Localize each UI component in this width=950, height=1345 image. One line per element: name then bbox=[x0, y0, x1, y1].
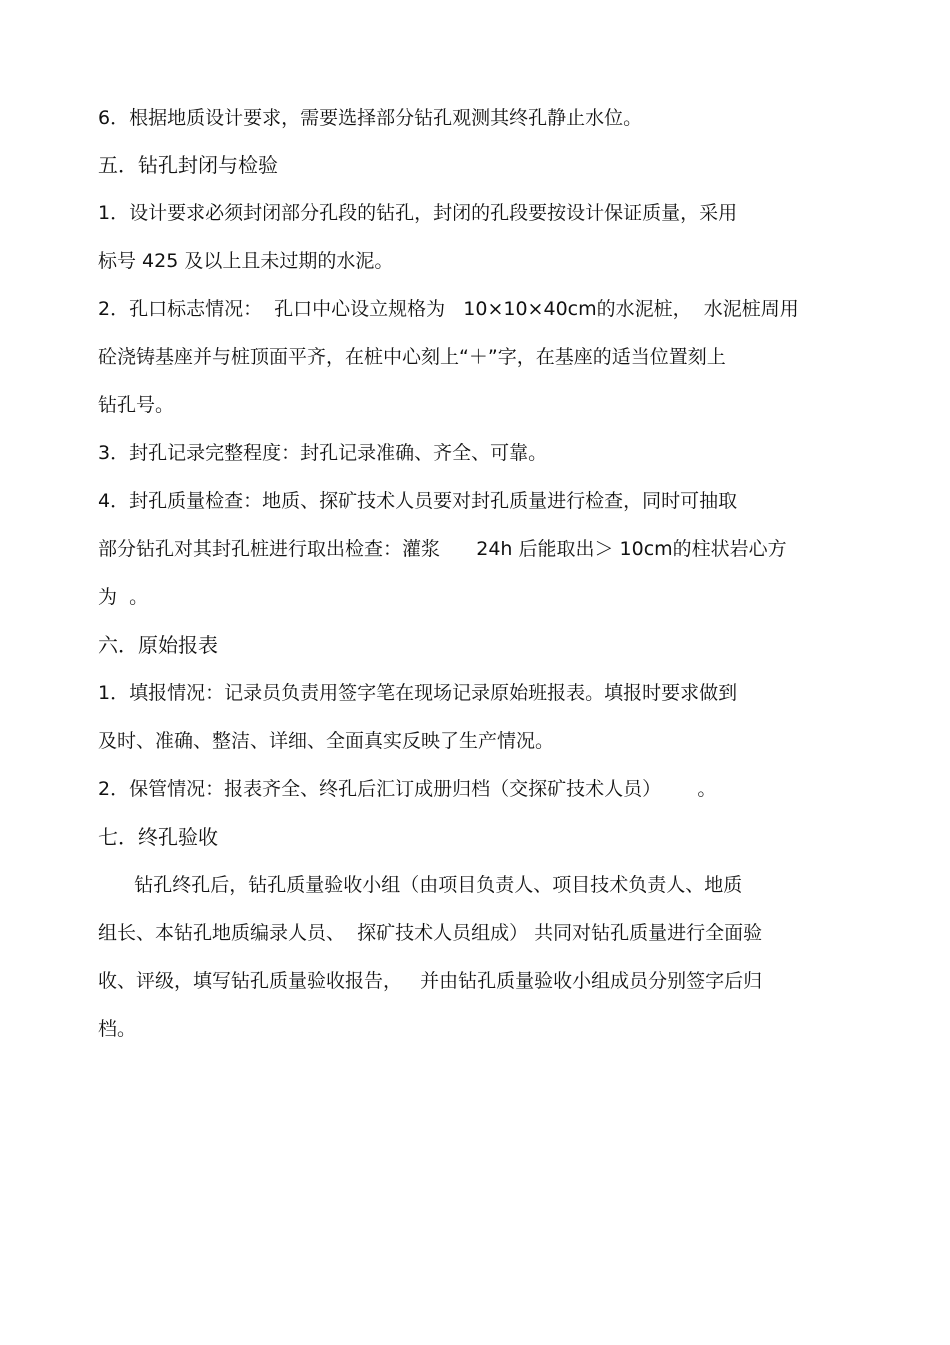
paragraph-line-15: 组长、本钻孔地质编录人员、 探矿技术人员组成） 共同对钻孔质量进行全面验 bbox=[98, 922, 763, 944]
section-heading-6: 六．原始报表 bbox=[98, 633, 218, 657]
paragraph-line-8: 4．封孔质量检查：地质、探矿技术人员要对封孔质量进行检查，同时可抽取 bbox=[98, 490, 738, 512]
section-heading-7: 七．终孔验收 bbox=[98, 825, 218, 849]
paragraph-line-17: 档。 bbox=[98, 1018, 137, 1040]
paragraph-line-16: 收、评级，填写钻孔质量验收报告， 并由钻孔质量验收小组成员分别签字后归 bbox=[98, 970, 763, 992]
paragraph-line-9: 部分钻孔对其封孔桩进行取出检查：灌浆 24h 后能取出＞ 10cm的柱状岩心方 bbox=[98, 538, 787, 560]
paragraph-line-6: 钻孔号。 bbox=[98, 394, 175, 416]
paragraph-line-2: 1．设计要求必须封闭部分孔段的钻孔，封闭的孔段要按设计保证质量，采用 bbox=[98, 202, 738, 224]
paragraph-line-3: 标号 425 及以上且未过期的水泥。 bbox=[98, 250, 394, 272]
paragraph-line-1: 6．根据地质设计要求，需要选择部分钻孔观测其终孔静止水位。 bbox=[98, 107, 643, 129]
paragraph-line-7: 3．封孔记录完整程度：封孔记录准确、齐全、可靠。 bbox=[98, 442, 548, 464]
section-heading-5: 五．钻孔封闭与检验 bbox=[98, 153, 278, 177]
paragraph-line-5: 砼浇铸基座并与桩顶面平齐，在桩中心刻上“＋”字，在基座的适当位置刻上 bbox=[98, 346, 726, 368]
paragraph-line-13: 2．保管情况：报表齐全、终孔后汇订成册归档（交探矿技术人员） 。 bbox=[98, 778, 717, 800]
paragraph-line-14: 钻孔终孔后，钻孔质量验收小组（由项目负责人、项目技术负责人、地质 bbox=[98, 874, 743, 896]
paragraph-line-11: 1．填报情况：记录员负责用签字笔在现场记录原始班报表。填报时要求做到 bbox=[98, 682, 738, 704]
paragraph-line-10: 为 。 bbox=[98, 586, 149, 608]
paragraph-line-4: 2．孔口标志情况： 孔口中心设立规格为 10×10×40cm的水泥桩， 水泥桩周用 bbox=[98, 298, 799, 320]
paragraph-line-12: 及时、准确、整洁、详细、全面真实反映了生产情况。 bbox=[98, 730, 555, 752]
